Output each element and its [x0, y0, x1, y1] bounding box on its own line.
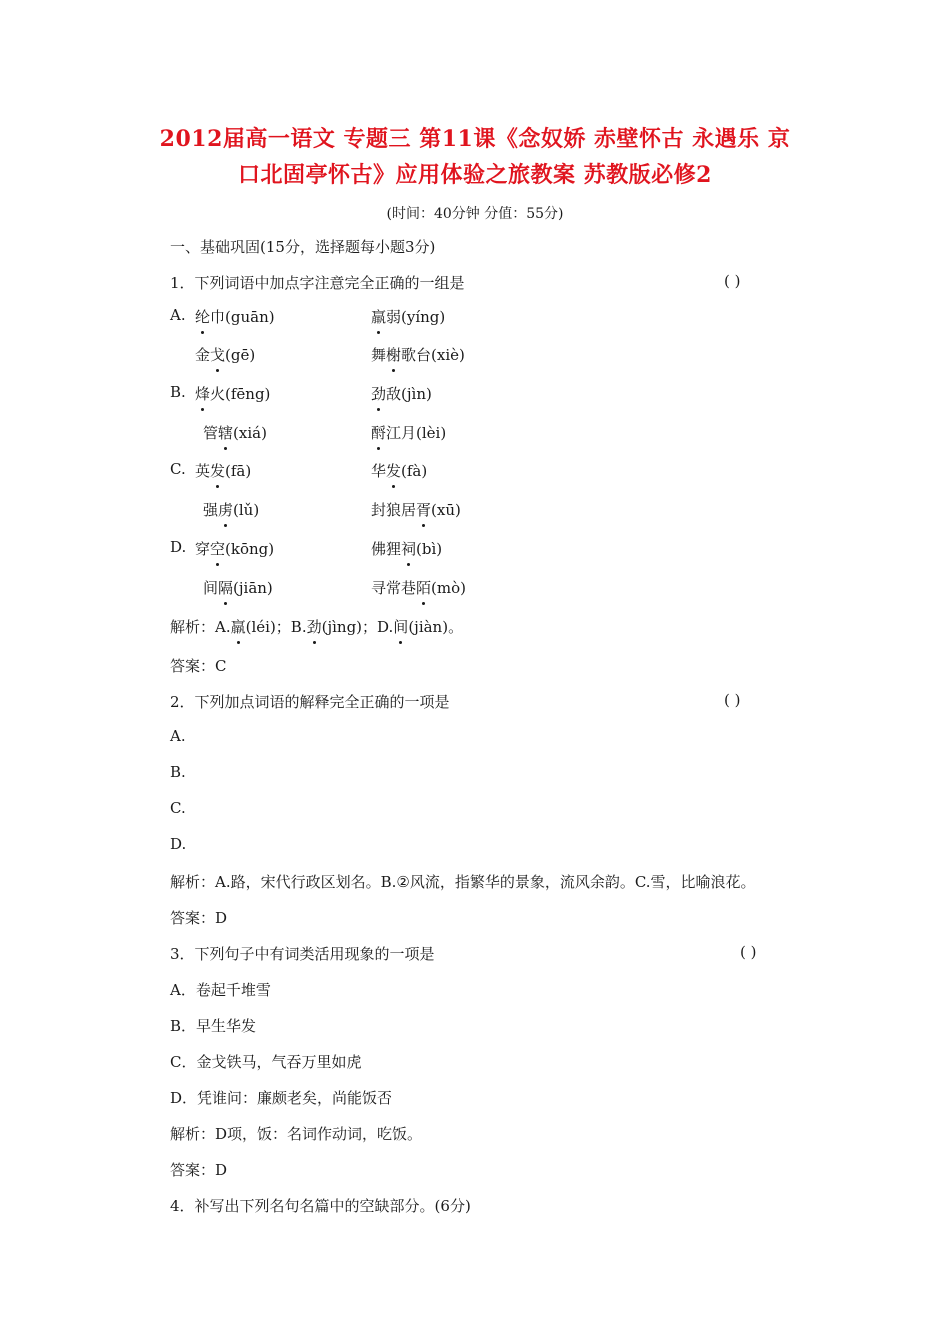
q2-answer-blank: ( ): [724, 691, 741, 709]
q2-option-a: A.: [170, 727, 186, 745]
q3-analysis: 解析：D项，饭：名词作动词，吃饭。: [170, 1125, 423, 1143]
q3-stem: 3．下列句子中有词类活用现象的一项是: [170, 945, 435, 963]
q1-option-d-word-2: 佛狸祠(bì): [371, 540, 443, 558]
q3-answer: 答案：D: [170, 1161, 228, 1179]
q1-option-b-label: B.: [170, 383, 186, 401]
q1-option-d-word-3: 间隔(jiān): [203, 579, 273, 597]
q1-option-c-word-1: 英发(fā): [195, 462, 252, 480]
q1-option-c-word-4: 封狼居胥(xū): [371, 501, 461, 519]
q1-option-a-label: A.: [170, 306, 186, 324]
q1-option-c-word-3: 强虏(lǔ): [203, 501, 260, 519]
q1-option-a-word-4: 舞榭歌台(xiè): [371, 346, 465, 364]
q3-option-c: C．金戈铁马，气吞万里如虎: [170, 1053, 362, 1071]
q1-option-a-word-1: 纶巾(guān): [195, 308, 275, 326]
q3-answer-blank: ( ): [740, 943, 757, 961]
q2-stem: 2．下列加点词语的解释完全正确的一项是: [170, 693, 450, 711]
q1-stem: 1．下列词语中加点字注意完全正确的一组是: [170, 274, 465, 292]
q1-option-d-label: D.: [170, 538, 187, 556]
q1-answer: 答案：C: [170, 657, 227, 675]
time-score-info: (时间：40分钟 分值：55分): [386, 206, 564, 222]
q1-analysis: 解析：A.羸(léi)；B.劲(jìng)；D.间(jiàn)。: [170, 618, 464, 636]
document-title-line-2: 口北固亭怀古》应用体验之旅教案 苏教版必修2: [238, 162, 712, 188]
q1-option-b-word-1: 烽火(fēng): [195, 385, 271, 403]
q2-option-c: C.: [170, 799, 186, 817]
q2-option-d: D.: [170, 835, 187, 853]
q3-option-a: A．卷起千堆雪: [170, 981, 271, 999]
q1-option-d-word-1: 穿空(kōng): [195, 540, 275, 558]
q3-option-d: D．凭谁问：廉颇老矣，尚能饭否: [170, 1089, 393, 1107]
q1-option-a-word-3: 金戈(gē): [195, 346, 256, 364]
q2-analysis: 解析：A.路，宋代行政区划名。B.②风流，指繁华的景象，流风余韵。C.雪，比喻浪花。: [170, 873, 756, 891]
q2-answer: 答案：D: [170, 909, 228, 927]
q1-option-b-word-4: 酹江月(lèi): [371, 424, 447, 442]
document-title-line-1: 2012届高一语文 专题三 第11课《念奴娇 赤壁怀古 永遇乐 京: [159, 126, 791, 152]
q1-option-b-word-3: 管辖(xiá): [203, 424, 267, 442]
q1-option-b-word-2: 劲敌(jìn): [371, 385, 432, 403]
section-heading: 一、基础巩固(15分，选择题每小题3分): [170, 238, 436, 256]
q1-option-c-label: C.: [170, 460, 186, 478]
q3-option-b: B．早生华发: [170, 1017, 257, 1035]
q1-answer-blank: ( ): [724, 272, 741, 290]
q1-option-d-word-4: 寻常巷陌(mò): [371, 579, 466, 597]
q1-option-a-word-2: 羸弱(yíng): [371, 308, 446, 326]
q1-option-c-word-2: 华发(fà): [371, 462, 428, 480]
q2-option-b: B.: [170, 763, 186, 781]
q4-stem: 4．补写出下列名句名篇中的空缺部分。(6分): [170, 1197, 471, 1215]
